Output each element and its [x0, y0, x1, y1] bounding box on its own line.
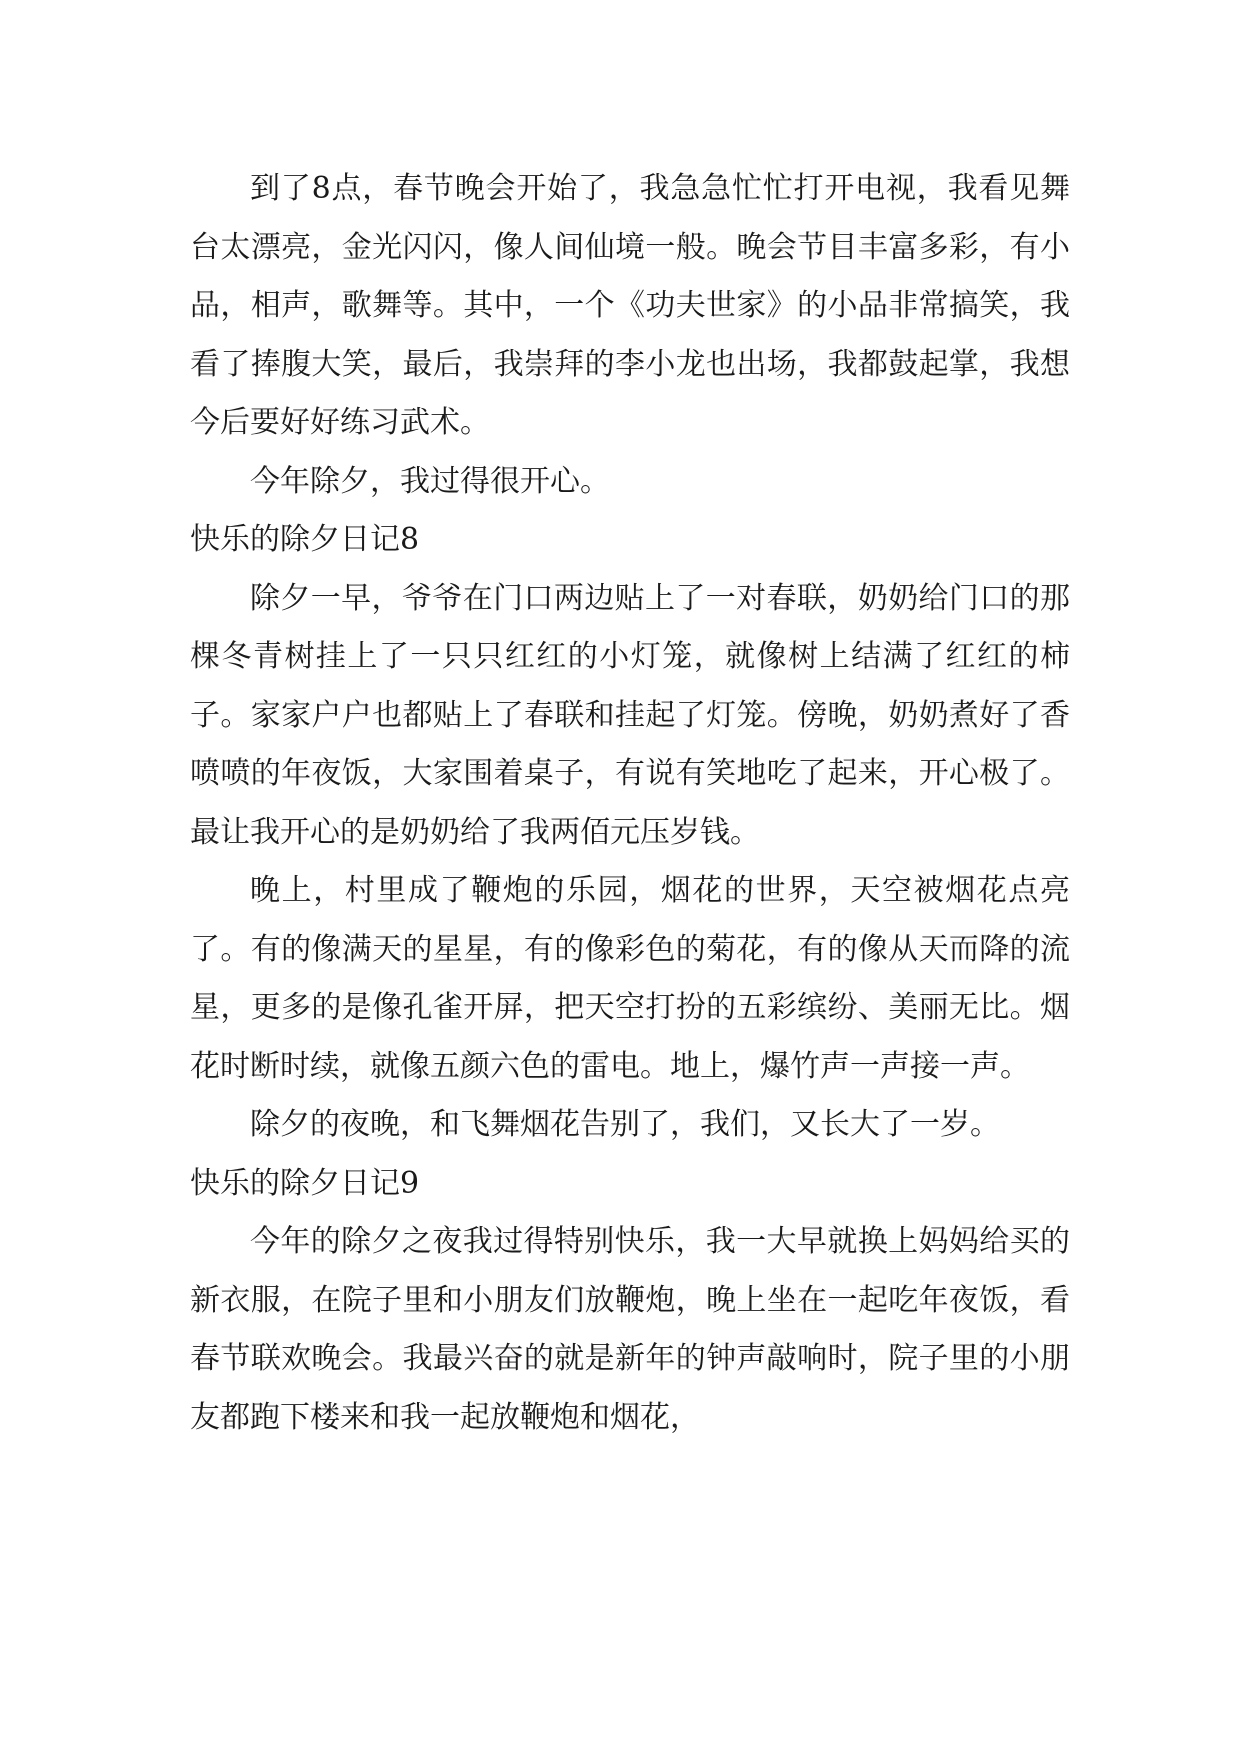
- paragraph-happy-eve: 今年除夕，我过得很开心。: [250, 463, 610, 499]
- paragraph-spring-gala: 到了8点，春节晚会开始了，我急急忙忙打开电视，我看见舞台太漂亮，金光闪闪，像人间仙境一般。晚会节目丰富多彩，有小品，相声，歌舞等。其中，一个《功夫世家》的小品非常搞笑，我看了捧腹大笑，最后，我崇拜的李小龙也出场，我都鼓起掌，我想今后要好好练习武术。: [190, 171, 1070, 440]
- section-heading-diary-8: 快乐的除夕日记8: [190, 522, 420, 557]
- paragraph-morning-couplets: 除夕一早，爷爷在门口两边贴上了一对春联，奶奶给门口的那棵冬青树挂上了一只只红红的小灯笼，就像树上结满了红红的柿子。家家户户也都贴上了春联和挂起了灯笼。傍晚，奶奶煮好了香喷喷的年夜饭，大家围着桌子，有说有笑地吃了起来，开心极了。最让我开心的是奶奶给了我两佰元压岁钱。: [190, 580, 1070, 850]
- document-page: [190, 160, 1070, 1447]
- paragraph-new-year-eve: 今年的除夕之夜我过得特别快乐，我一大早就换上妈妈给买的新衣服，在院子里和小朋友们放鞭炮，晚上坐在一起吃年夜饭，看春节联欢晚会。我最兴奋的就是新年的钟声敲响时，院子里的小朋友都跑下楼来和我一起放鞭炮和烟花，: [190, 1224, 1070, 1435]
- section-heading-diary-9: 快乐的除夕日记9: [190, 1165, 420, 1201]
- paragraph-fireworks: 晚上，村里成了鞭炮的乐园，烟花的世界，天空被烟花点亮了。有的像满天的星星，有的像彩色的菊花，有的像从天而降的流星，更多的是像孔雀开屏，把天空打扮的五彩缤纷、美丽无比。烟花时断时续，就像五颜六色的雷电。地上，爆竹声一声接一声。: [190, 873, 1070, 1084]
- paragraph-farewell: 除夕的夜晚，和飞舞烟花告别了，我们，又长大了一岁。: [250, 1107, 1000, 1142]
